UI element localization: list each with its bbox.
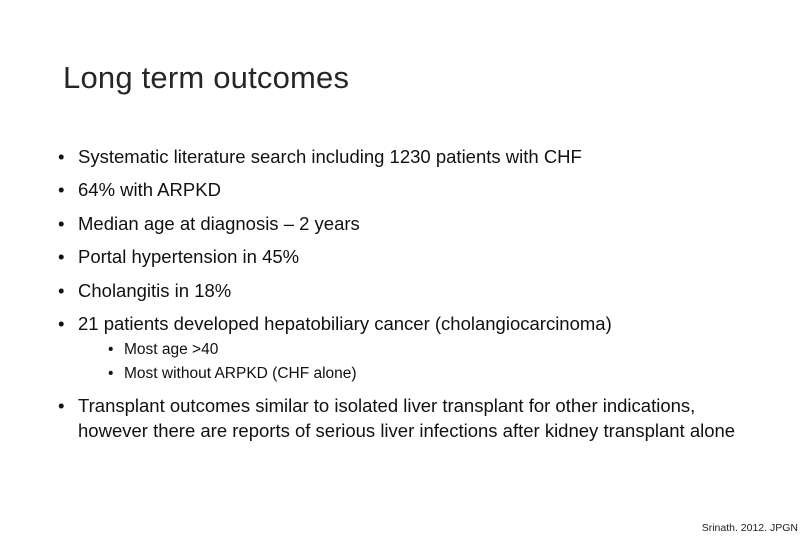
bullet-list — [58, 146, 758, 455]
bullet-dot: • — [58, 312, 65, 334]
bullet-dot: • — [108, 341, 114, 359]
sub-bullet-text: Most without ARPKD (CHF alone) — [124, 365, 357, 383]
bullet-text: 21 patients developed hepatobiliary cancer (cholangiocarcinoma) — [78, 312, 612, 334]
bullet-text: Portal hypertension in 45% — [78, 246, 300, 268]
bullet-item — [58, 179, 758, 201]
bullet-dot: • — [58, 279, 65, 301]
sub-bullet-item — [108, 340, 758, 359]
bullet-item — [58, 146, 758, 168]
bullet-dot: • — [58, 395, 65, 417]
bullet-dot: • — [58, 179, 65, 201]
bullet-item — [58, 313, 758, 335]
bullet-dot: • — [58, 212, 65, 234]
sub-bullet-list — [58, 340, 758, 383]
bullet-item-transplant — [58, 393, 738, 443]
bullet-item — [58, 246, 758, 268]
bullet-text: Median age at diagnosis – 2 years — [78, 212, 360, 234]
bullet-dot: • — [108, 365, 114, 383]
bullet-item — [58, 213, 758, 235]
bullet-dot: • — [58, 246, 65, 268]
sub-bullet-item — [108, 364, 758, 383]
bullet-text: Transplant outcomes similar to isolated liver transplant for other indications, however there are reports of serious liver infections after kidney transplant alone — [78, 395, 736, 442]
bullet-text: 64% with ARPKD — [78, 179, 221, 201]
slide-title: Long term outcomes — [63, 60, 350, 95]
bullet-item — [58, 280, 758, 302]
bullet-text: Systematic literature search including 1230 patients with CHF — [78, 146, 582, 167]
sub-bullet-text: Most age >40 — [124, 341, 219, 359]
bullet-text: Cholangitis in 18% — [78, 279, 232, 301]
bullet-dot: • — [58, 146, 65, 167]
citation: Srinath. 2012. JPGN — [701, 522, 798, 534]
